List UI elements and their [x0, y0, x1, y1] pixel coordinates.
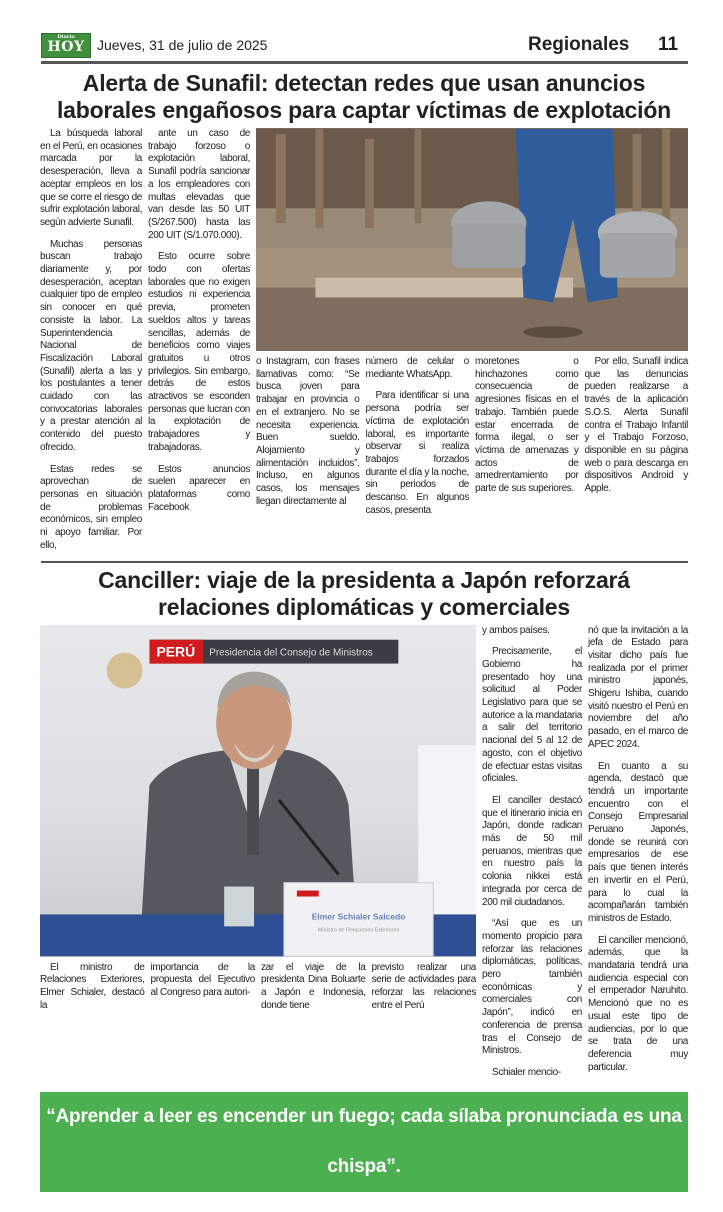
- article2-bottom-columns: [40, 962, 476, 1013]
- paragraph: Schialer mencio-: [492, 1067, 561, 1078]
- logo-small-text: Diario: [57, 34, 75, 40]
- paragraph: Por ello, Sunafil indica que las denuncias pueden realizarse a través de la aplicación S.O.S. Alerta Sunafil contra el Trabajo Infantil y el Trabajo Forzoso, disponible en su página web o para descarga en dispositivos Android y Apple.: [584, 356, 688, 495]
- header-divider: [41, 61, 688, 64]
- article1-headline: [40, 70, 688, 124]
- article1-bottom-columns: [256, 356, 688, 517]
- paragraph: “Así que es un momento propicio para reforzar las relaciones diplomáticas, políticas, pero también económicas y comerciales con Japón”, indicó en conferencia de prensa tras el Consejo de Ministros.: [482, 918, 582, 1057]
- article1-body: [40, 128, 688, 553]
- page-header: [40, 33, 688, 61]
- paragraph: Esto ocurre sobre todo con ofertas laborales que no exigen estudios ni experiencia previa, prometen sueldos altos y tareas sencillas, además de beneficios como viajes gratuitos u otros privilegios. Sin embargo, detrás de estos atractivos se esconden personas que lucran con la explotación de trabajadores y trabajadoras.: [148, 251, 250, 453]
- paragraph: y ambos países.: [482, 624, 550, 636]
- page-number: 11: [658, 34, 679, 55]
- paragraph: Para identificar si una persona podría ser víctima de explotación laboral, es importante observar si realiza trabajos forzados durante el día y la noche, sin periodos de descanso. En algunos casos, presenta: [365, 390, 469, 516]
- paragraph: En cuanto a su agenda, destacó que tendrá un importante encuentro con el Consejo Empresarial Peruano Japonés, donde se reunirá con empresarios de ese país que tienen interés en invertir en el Perú, para lo cual la acompañarán también ministros de Estado.: [588, 760, 688, 924]
- newspaper-logo: [41, 33, 91, 58]
- headline-line: laborales engañosos para captar víctimas de explotación: [56, 97, 672, 123]
- article2-photo-foreign-minister: [40, 625, 476, 957]
- minister-photo-illustration: [40, 625, 476, 957]
- article1-column-1: [40, 128, 142, 553]
- paragraph: previsto realizar una serie de actividades para reforzar las relaciones entre el Perú: [371, 961, 476, 1011]
- paragraph: Estos anuncios suelen aparecer en plataformas como Facebook: [148, 463, 250, 513]
- nameplate-name: Elmer Schialer Salcedo: [311, 910, 406, 921]
- paragraph: nó que la invitación a la jefa de Estado para visitar dicho país fue realizada por el primer ministro japonés, Shigeru Ishiba, cuando visitó nuestro el Perú en noviembre del año pasado, en el marco de APEC 2024.: [588, 624, 688, 750]
- paragraph: El ministro de Relaciones Exteriores, Elmer Schialer, destacó la: [40, 961, 145, 1011]
- paragraph: ante un caso de trabajo forzoso o explotación laboral, Sunafil podría sancionar a los empleadores con multas elevadas que van desde las 50 UIT (S/267.500) hasta las 200 UIT (S/1.070.000).: [148, 128, 250, 241]
- banner-brand-text: PERÚ: [156, 643, 196, 660]
- article1-column-6: [585, 356, 689, 496]
- headline-line: Alerta de Sunafil: detectan redes que usan anuncios: [82, 70, 646, 96]
- banner-text: Presidencia del Consejo de Ministros: [209, 647, 373, 659]
- article2-headline: [40, 567, 688, 621]
- paragraph: Precisamente, el Gobierno ha presentado hoy una solicitud al Poder Legislativo para que se autorice a la mandataria a salir del territorio nacional del 5 al 12 de agosto, con el objetivo de efectuar estas visitas oficiales.: [482, 646, 582, 785]
- paragraph: Muchas personas buscan trabajo diariamente y, por desesperación, aceptan cualquier tipo de empleo sin conocer en qué consiste la labor. La Superintendencia Nacional de Fiscalización Laboral (Sunafil) alerta a las y los postulantes a tener cuidado con las convocatorias laborales y a prestar atención al contenido del puesto ofrecido.: [40, 238, 142, 453]
- article2-column-4: [372, 962, 477, 1013]
- headline-line: Canciller: viaje de la presidenta a Japón reforzará: [98, 566, 630, 593]
- paragraph: moretones o hinchazones como consecuencia de agresiones físicas en el trabajo. También puede estar encerrada de forma ilegal, o ser víctima de amenazas y actos de amedrentamiento por parte de sus superiores.: [475, 356, 579, 495]
- paragraph: zar el viaje de la presidenta Dina Boluarte a Japón e Indonesia, donde tiene: [261, 961, 366, 1011]
- article2-column-1: [40, 962, 145, 1013]
- headline-line: relaciones diplomáticas y comerciales: [158, 593, 570, 620]
- section-title: Regionales: [528, 34, 630, 55]
- paragraph: o Instagram, con frases llamativas como: “Se busca joven para trabajar en provincia o en el extranjero. No se necesita experiencia. Buen sueldo. Alojamiento y alimentación incluidos”. Incluso, en algunos casos, los mensajes llegan directamente al: [256, 356, 360, 507]
- article2-column-3: [261, 962, 366, 1013]
- article-divider: [41, 561, 688, 563]
- quote-banner: “Aprender a leer es encender un fuego; cada sílaba pronunciada es una chispa”.: [40, 1092, 688, 1192]
- worker-photo-illustration: [256, 128, 688, 351]
- paragraph: La búsqueda laboral en el Perú, en ocasiones marcada por la desesperación, lleva a aceptar empleos en los que se corre el riesgo de sufrir explotación laboral, según advierte Sunafil.: [40, 128, 142, 228]
- logo-big-text: HOY: [47, 39, 85, 55]
- paragraph: importancia de la propuesta del Ejecutivo al Congreso para autori-: [150, 961, 255, 998]
- nameplate-title: Ministro de Relaciones Exteriores: [317, 926, 400, 933]
- article2-body: [40, 625, 688, 1080]
- article2-column-5: [482, 625, 582, 1080]
- article2-column-6: [588, 625, 688, 1075]
- article2-column-2: [151, 962, 256, 1000]
- issue-date: Jueves, 31 de julio de 2025: [97, 37, 268, 53]
- paragraph: Estas redes se aprovechan de personas en situación de problemas económicos, sin empleo ni apoyo familiar. Por ello,: [40, 463, 142, 551]
- article2-left-area: [40, 625, 476, 1013]
- article1-column-3: [256, 356, 360, 508]
- article1-column-2: [148, 128, 250, 514]
- paragraph: El canciller mencionó, además, que la mandataria tendrá una audiencia especial con el emperador Naruhito. Mencionó que no es usual este tipo de audiencias, por lo que se trata de una deferencia muy particular.: [588, 934, 688, 1073]
- paragraph: número de celular o mediante WhatsApp.: [365, 356, 469, 380]
- article1-column-5: [475, 356, 579, 496]
- article1-column-4: [366, 356, 470, 517]
- article1-right-area: [256, 128, 688, 517]
- paragraph: El canciller destacó que el itinerario inicia en Japón, donde radican más de 50 mil peruanos, mientras que en nuestro país la colonia nikkei está integrada por cerca de 200 mil ciudadanos.: [482, 794, 582, 908]
- article1-photo-worker-carrying-buckets: [256, 128, 688, 351]
